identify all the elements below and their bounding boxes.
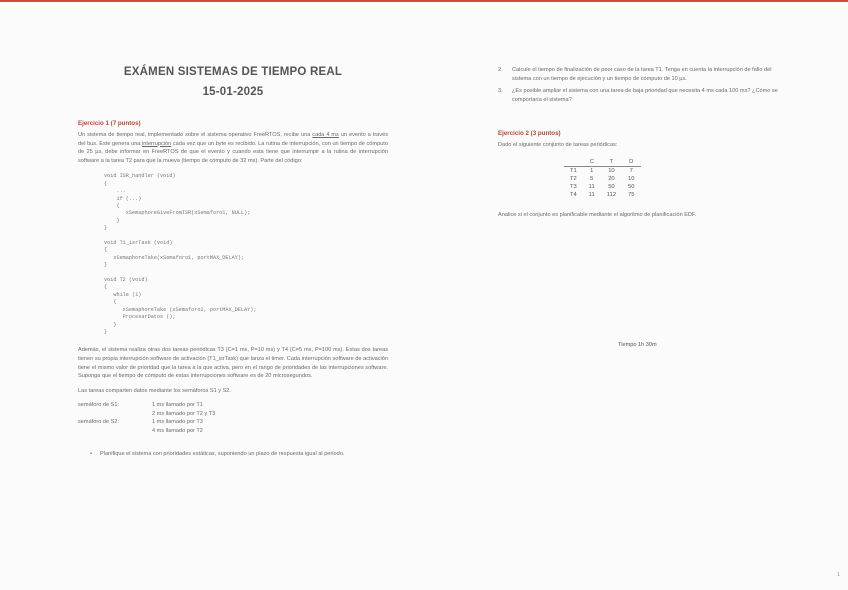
code-line: } (104, 328, 108, 335)
table-row: T1 1 10 7 (570, 167, 633, 174)
code-line: void T1_isrTask (void) (104, 240, 173, 247)
exercise-1-intro: Un sistema de tiempo real, implementado sobre el sistema operativo FreeRTOS, recibe una cada 4 ms un evento a través del bus. Este genera una interrupción cada vez que un byte es recibido. La rutina de interrupción, con un tiempo de cómputo de 25 µs, debe informar en FreeRTOS de que el evento y cuando esta tiene que interrumpir a la rutina de interrupción software a la tarea T2 para que la mueva (tiempo de cómputo de 32 ms). Parte del código: (78, 132, 388, 164)
exercise-2-intro: Dado el siguiente conjunto de tareas periódicas: (498, 142, 618, 149)
code-line: void ISR_handler (void) (104, 173, 176, 180)
code-line: } (104, 217, 120, 224)
code-line: { (104, 180, 108, 187)
code-line: { (104, 284, 108, 291)
code-line (104, 233, 388, 240)
code-line: } (104, 321, 117, 328)
code-line: { (104, 203, 120, 209)
code-line: { (104, 299, 117, 306)
task-table (564, 158, 641, 199)
code-line: void T2 (void) (104, 277, 148, 284)
code-line (104, 270, 388, 277)
task-table-header: C T D (564, 158, 641, 167)
code-listing (104, 173, 388, 336)
code-line: } (104, 262, 108, 269)
code-line: ProcesarDatos (); (104, 314, 176, 321)
code-line: ... (104, 188, 126, 195)
table-row: T3 11 50 50 (570, 183, 635, 190)
page-number: 1 (837, 572, 840, 578)
code-line: { (104, 247, 108, 254)
question-1-bullet: • Planifique el sistema con prioridades estáticas, suponiendo un plazo de respuesta igual al periodo. (90, 450, 388, 459)
code-line: if (...) (104, 195, 142, 202)
semaphore-list (78, 401, 388, 435)
time-allowed: Tiempo 1h 30m (618, 342, 657, 348)
exercise-1-para3: Las tareas comparten datos mediante los semáforos S1 y S2. (78, 387, 231, 394)
semaphore-s1: semáforo de S1: 1 ms llamado por T1 2 ms llamado por T2 y T3 (78, 402, 216, 417)
code-line: xSemaphoreGiveFromISR(xSemaforo1, NULL); (104, 210, 251, 217)
table-row: T4 11 112 75 (570, 191, 635, 198)
code-line: xSemaphoreTake(xSemaforo1, portMAX_DELAY); (104, 254, 245, 261)
code-line: } (104, 225, 108, 232)
table-row: T2 5 20 10 (570, 175, 635, 182)
right-column (498, 66, 788, 348)
exercise-1-heading: Ejercicio 1 (7 puntos) (78, 120, 141, 127)
exam-date: 15-01-2025 (202, 86, 264, 98)
exam-page (0, 2, 848, 590)
semaphore-s2: semáforo de S2: 1 ms llamado por T3 4 ms llamado por T2 (78, 419, 203, 435)
left-column (78, 66, 388, 458)
exercise-2-heading: Ejercicio 2 (3 puntos) (498, 130, 561, 138)
question-3: 3. ¿Es posible ampliar el sistema con una tarea de baja prioridad que necesita 4 ms cada 100 ms? ¿Cómo se comportaría el sistema? (498, 88, 778, 103)
code-line: xSemaphoreTake (xSemaforo2, portMAX_DELAY); (104, 306, 257, 313)
code-line: while (1) (104, 291, 142, 298)
exam-title: EXÁMEN SISTEMAS DE TIEMPO REAL (123, 66, 343, 78)
question-2: 2. Calcule el tiempo de finalización de peor caso de la tarea T1. Tenga en cuenta la interrupción de fallo del sistema con un tiempo de ejecución y un tiempo de cómputo de 10 µs. (498, 67, 772, 82)
exercise-2-question: Analice si el conjunto es planificable mediante el algoritmo de planificación EDF. (498, 211, 697, 218)
exercise-1-para2: Además, el sistema realiza otras dos tareas periódicas T3 (C=1 ms, P=10 ms) y T4 (C=5 ms, P=100 ms). Estas dos tareas tienen su propia interrupción software de activación (T1_isrTask) que lanza el timer. Cada interrupción software de activación tiene el mismo valor de prioridad que la tarea a la que activa, pero en el rango de prioridades de las interrupciones software. Suponga que el tiempo de cómputo de estas interrupciones software es de 20 microsegundos. (78, 347, 388, 380)
